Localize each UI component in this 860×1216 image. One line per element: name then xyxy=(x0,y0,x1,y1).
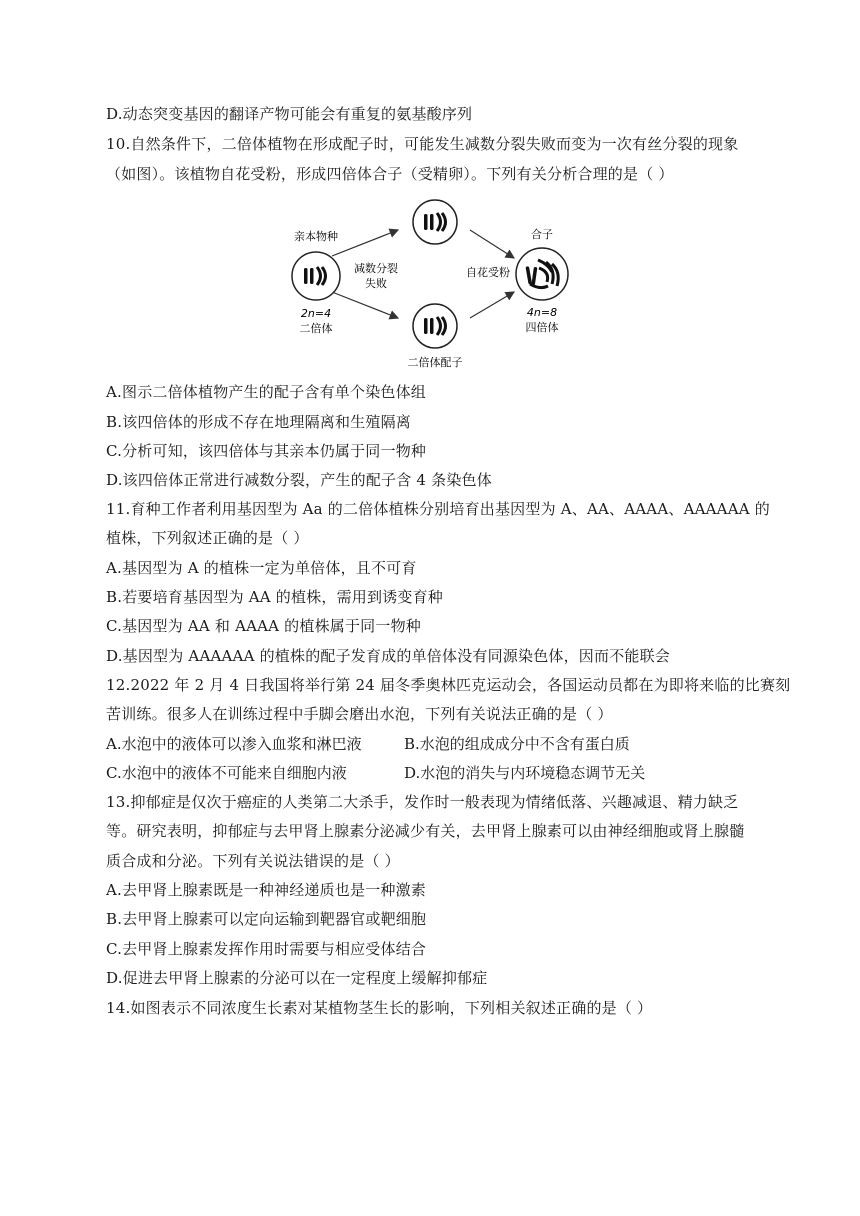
q12-option-b: B.水泡的组成成分中不含有蛋白质 xyxy=(404,735,630,753)
q10-option-c: C.分析可知，该四倍体与其亲本仍属于同一物种 xyxy=(106,442,427,460)
q12-option-a: A.水泡中的液体可以渗入血浆和淋巴液 xyxy=(106,735,362,753)
top-gamete-cell xyxy=(413,200,457,244)
parent-type: 二倍体 xyxy=(299,322,333,335)
q13-stem-line3: 质合成和分泌。下列有关说法错误的是（ ） xyxy=(106,852,400,870)
q11-option-b: B.若要培育基因型为 AA 的植株，需用到诱变育种 xyxy=(106,588,443,606)
q13-stem-line1: 13.抑郁症是仅次于癌症的人类第二大杀手，发作时一般表现为情绪低落、兴趣减退、精力缺乏 xyxy=(106,793,739,811)
arrow-top-gamete-to-zygote xyxy=(470,230,514,258)
zygote-type: 四倍体 xyxy=(525,321,559,334)
arrow-bottom-gamete-to-zygote xyxy=(470,292,514,318)
zygote-cell xyxy=(516,248,568,300)
q10-option-a: A.图示二倍体植物产生的配子含有单个染色体组 xyxy=(106,383,427,401)
q13-option-b: B.去甲肾上腺素可以定向运输到靶器官或靶细胞 xyxy=(106,910,427,928)
zygote-label: 合子 xyxy=(531,228,553,241)
bottom-gamete-cell xyxy=(413,304,457,348)
parent-ploidy: 2n=4 xyxy=(300,307,332,320)
q13-option-c: C.去甲肾上腺素发挥作用时需要与相应受体结合 xyxy=(106,940,427,958)
q10-stem-line2: （如图）。该植物自花受粉，形成四倍体合子（受精卵）。下列有关分析合理的是（ ） xyxy=(106,165,674,183)
self-pollination-label: 自花受粉 xyxy=(466,266,510,279)
arrow-parent-to-top-gamete xyxy=(332,230,398,256)
q10-option-d: D.该四倍体正常进行减数分裂，产生的配子含 4 条染色体 xyxy=(106,471,492,489)
parent-cell xyxy=(292,252,340,300)
zygote-ploidy: 4n=8 xyxy=(526,306,558,319)
arrow-parent-to-bottom-gamete xyxy=(332,292,398,318)
q14-stem-line1: 14.如图表示不同浓度生长素对某植物茎生长的影响，下列相关叙述正确的是（ ） xyxy=(106,999,653,1017)
q9-option-d: D.动态突变基因的翻译产物可能会有重复的氨基酸序列 xyxy=(106,105,473,123)
q10-option-b: B.该四倍体的形成不存在地理隔离和生殖隔离 xyxy=(106,413,411,431)
q11-option-d: D.基因型为 AAAAAA 的植株的配子发育成的单倍体没有同源染色体，因而不能联会 xyxy=(106,647,670,665)
q13-option-d: D.促进去甲肾上腺素的分泌可以在一定程度上缓解抑郁症 xyxy=(106,969,488,987)
q12-option-c: C.水泡中的液体不可能来自细胞内液 xyxy=(106,764,347,782)
meiosis-fail-line1: 减数分裂 xyxy=(354,262,398,275)
q12-stem-line2: 苦训练。很多人在训练过程中手脚会磨出水泡，下列有关说法正确的是（ ） xyxy=(106,705,613,723)
q12-option-d: D.水泡的消失与内环境稳态调节无关 xyxy=(404,764,646,782)
q13-option-a: A.去甲肾上腺素既是一种神经递质也是一种激素 xyxy=(106,881,427,899)
q13-stem-line2: 等。研究表明，抑郁症与去甲肾上腺素分泌减少有关，去甲肾上腺素可以由神经细胞或肾上腺髓 xyxy=(106,822,745,840)
meiosis-failure-diagram xyxy=(270,192,590,372)
q11-option-a: A.基因型为 A 的植株一定为单倍体，且不可育 xyxy=(106,559,417,577)
meiosis-fail-line2: 失败 xyxy=(365,277,387,290)
q11-stem-line1: 11.育种工作者利用基因型为 Aa 的二倍体植株分别培育出基因型为 A、AA、AAAA、AAAAAA 的 xyxy=(106,500,770,518)
gamete-label: 二倍体配子 xyxy=(407,356,463,369)
q11-option-c: C.基因型为 AA 和 AAAA 的植株属于同一物种 xyxy=(106,617,421,635)
q12-stem-line1: 12.2022 年 2 月 4 日我国将举行第 24 届冬季奥林匹克运动会，各国运动员都在为即将来临的比赛刻 xyxy=(106,676,791,694)
q11-stem-line2: 植株，下列叙述正确的是（ ） xyxy=(106,529,309,547)
q10-stem-line1: 10.自然条件下，二倍体植物在形成配子时，可能发生减数分裂失败而变为一次有丝分裂的现象 xyxy=(106,135,739,153)
parent-label: 亲本物种 xyxy=(294,230,338,243)
